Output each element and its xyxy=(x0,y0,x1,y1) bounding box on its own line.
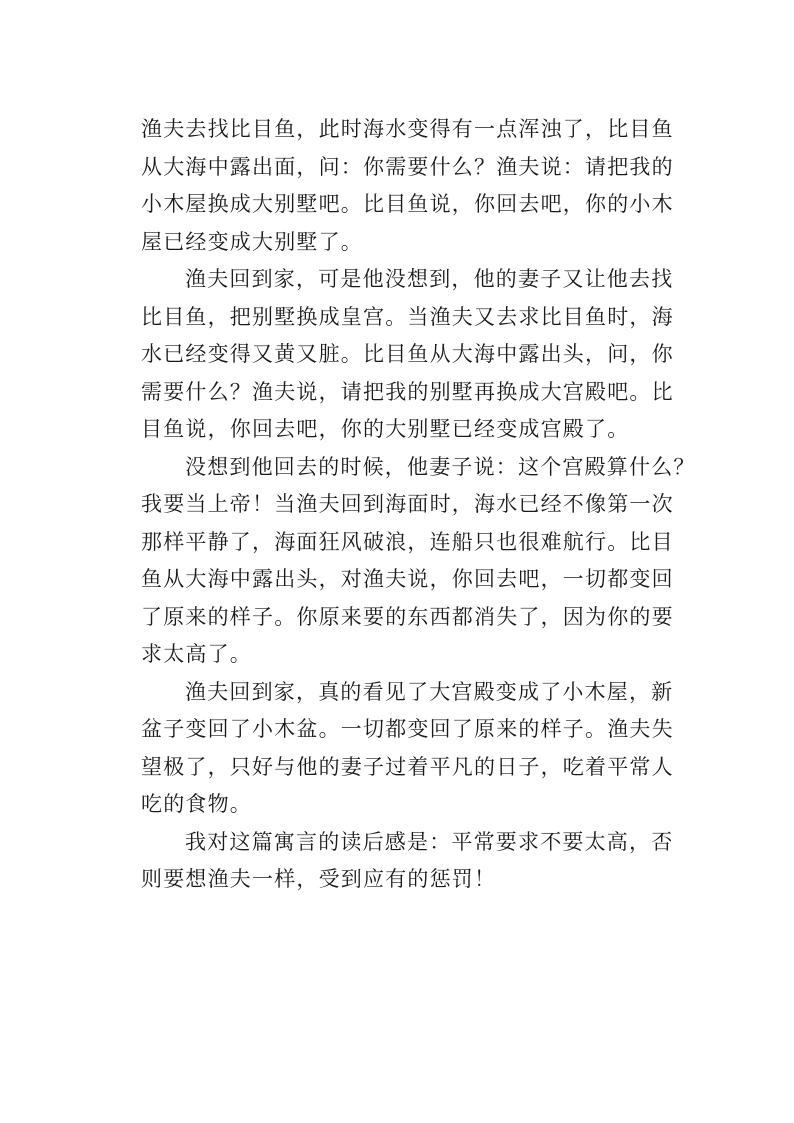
text-line: 目鱼说，你回去吧，你的大别墅已经变成宫殿了。 xyxy=(141,417,630,441)
text-line: 了原来的样子。你原来要的东西都消失了，因为你的要 xyxy=(141,604,674,629)
paragraph-2 xyxy=(141,261,681,449)
text-line: 望极了，只好与他的妻子过着平凡的日子，吃着平常人 xyxy=(141,754,674,779)
text-line: 水已经变得又黄又脏。比目鱼从大海中露出头，问，你 xyxy=(141,342,674,366)
paragraph-1 xyxy=(141,111,681,261)
text-line: 鱼从大海中露出头，对渔夫说，你回去吧，一切都变回 xyxy=(141,567,674,591)
text-line: 没想到他回去的时候，他妻子说：这个宫殿算什么？ xyxy=(185,454,696,479)
text-line: 盆子变回了小木盆。一切都变回了原来的样子。渔夫失 xyxy=(141,717,674,741)
text-line: 则要想渔夫一样，受到应有的惩罚！ xyxy=(141,867,497,891)
text-line: 求太高了。 xyxy=(141,642,252,666)
text-line: 渔夫回到家，真的看见了大宫殿变成了小木屋，新 xyxy=(185,679,674,704)
paragraph-4 xyxy=(141,674,681,824)
text-line: 我要当上帝！当渔夫回到海面时，海水已经不像第一次 xyxy=(141,492,674,516)
paragraph-3 xyxy=(141,449,696,674)
text-line: 吃的食物。 xyxy=(141,792,252,816)
text-line: 屋已经变成大别墅了。 xyxy=(141,229,363,254)
text-line: 需要什么？渔夫说，请把我的别墅再换成大宫殿吧。比 xyxy=(141,379,674,404)
text-line: 渔夫回到家，可是他没想到，他的妻子又让他去找 xyxy=(185,267,674,291)
text-line: 比目鱼，把别墅换成皇宫。当渔夫又去求比目鱼时，海 xyxy=(141,304,674,329)
text-line: 渔夫去找比目鱼，此时海水变得有一点浑浊了，比目鱼 xyxy=(141,117,674,141)
text-line: 我对这篇寓言的读后感是：平常要求不要太高，否 xyxy=(185,829,674,854)
text-line: 从大海中露出面，问：你需要什么？渔夫说：请把我的 xyxy=(141,154,674,179)
text-line: 那样平静了，海面狂风破浪，连船只也很难航行。比目 xyxy=(141,529,674,554)
body-text xyxy=(141,111,696,899)
paragraph-5 xyxy=(141,824,681,899)
text-line: 小木屋换成大别墅吧。比目鱼说，你回去吧，你的小木 xyxy=(141,192,674,216)
